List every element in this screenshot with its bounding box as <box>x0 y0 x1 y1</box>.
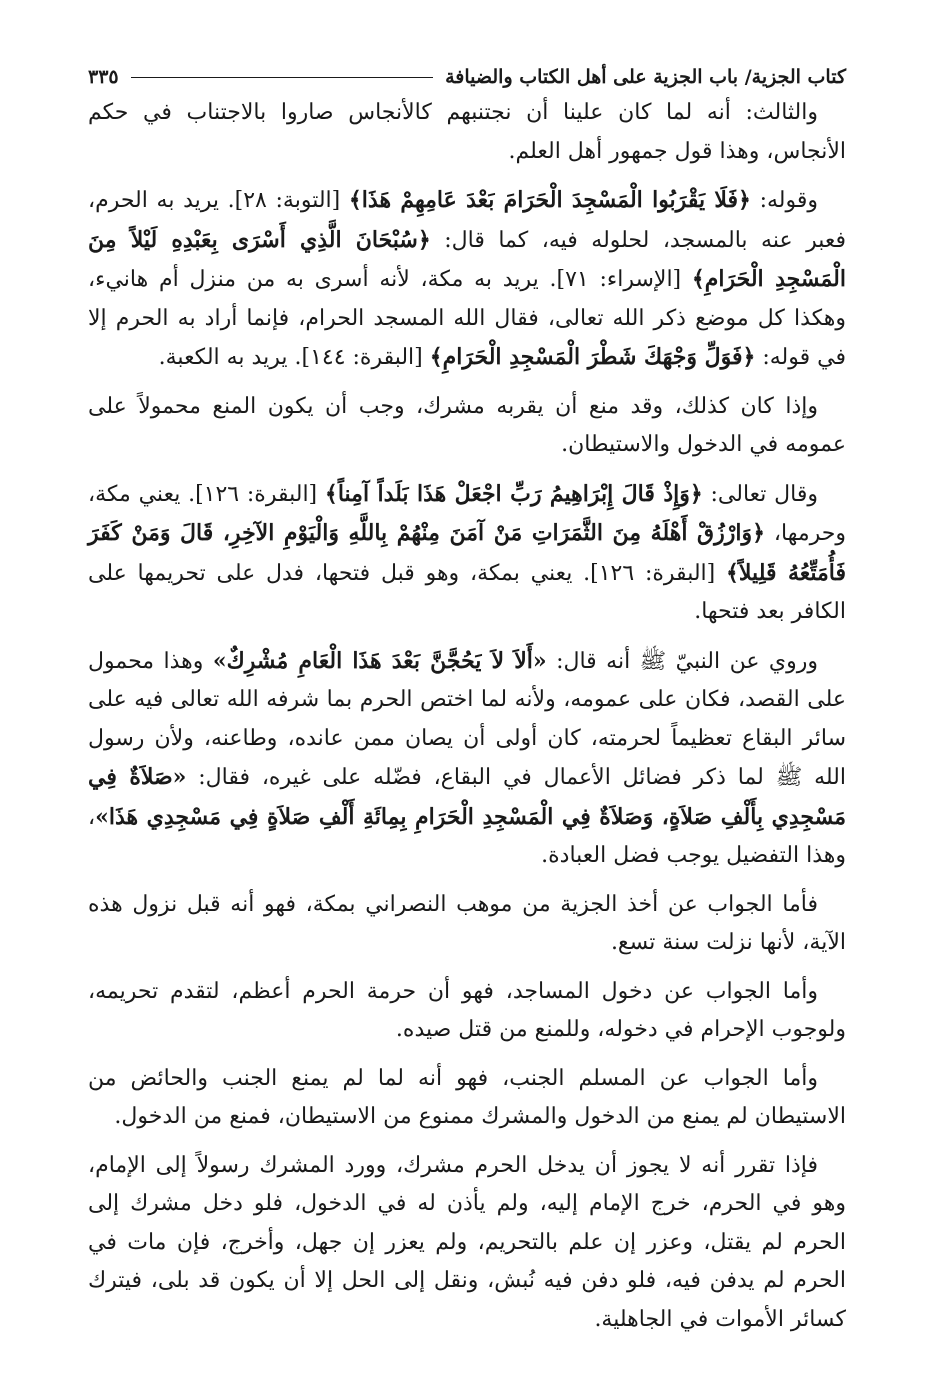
paragraph <box>88 886 846 963</box>
quran-verse: ﴿وَارْزُقْ أَهْلَهُ مِنَ الثَّمَرَاتِ مَنْ آمَنَ مِنْهُمْ بِاللَّهِ وَالْيَوْمِ الآخِرِ، قَالَ وَمَنْ كَفَرَ فَأُمَتِّعُهُ قَلِيلاً﴾ <box>88 520 846 586</box>
paragraph <box>88 94 846 171</box>
paragraph <box>88 388 846 465</box>
running-header <box>88 62 846 92</box>
paragraph <box>88 181 846 378</box>
text-run: [الإسراء: ٧١]. يريد به مكة، لأنه أسرى به من منزل أم هانيء، وهكذا كل موضع ذكر الله تعالى، فقال الله المسجد الحرام، فإنما أراد به الحرم إلا في قوله: <box>88 267 846 370</box>
text-run: وأما الجواب عن دخول المساجد، فهو أن حرمة الحرم أعظم، لتقدم تحريمه، ولوجوب الإحرام في دخوله، وللمنع من قتل صيده. <box>88 978 846 1042</box>
text-run: [البقرة: ١٤٤]. يريد به الكعبة. <box>158 345 430 370</box>
paragraph <box>88 642 846 876</box>
paragraph <box>88 475 846 632</box>
text-run: وهذا محمول على القصد، فكان على عمومه، ولأنه لما اختص الحرم بما شرفه الله تعالى فيه على سائر البقاع تعظيماً لحرمته، كان أولى أن يصان ممن عانده، وطاعنه، ولأن رسول الله ﷺ لما ذكر فضائل الأعمال في البقاع، فضّله على غيره، فقال: <box>88 648 846 790</box>
text-run: [البقرة: ١٢٦]. يعني بمكة، وهو قبل فتحها، فدل على تحريمها على الكافر بعد فتحها. <box>88 560 846 624</box>
text-run: وقوله: <box>750 188 818 213</box>
paragraph <box>88 1147 846 1340</box>
text-run: [البقرة: ١٢٦]. يعني مكة، وحرمها، <box>88 481 846 546</box>
quran-verse: ﴿وَإِذْ قَالَ إِبْرَاهِيمُ رَبِّ اجْعَلْ هَذَا بَلَداً آمِناً﴾ <box>324 480 703 507</box>
text-run: [التوبة: ٢٨]. يريد به الحرم، فعبر عنه بالمسجد، لحلوله فيه، كما قال: <box>88 188 846 253</box>
text-run: وروي عن النبيّ ﷺ أنه قال: <box>546 648 818 674</box>
hadith-quote: «صَلاَةٌ فِي مَسْجِدِي بِأَلْفِ صَلاَةٍ، وَصَلاَةٌ فِي الْمَسْجِدِ الْحَرَامِ بِمِائَةِ أَلْفِ صَلاَةٍ فِي مَسْجِدِي هَذَا» <box>88 764 846 830</box>
body-text <box>88 94 846 1339</box>
text-run: وإذا كان كذلك، وقد منع أن يقربه مشرك، وجب أن يكون المنع محمولاً على عمومه في الدخول والاستيطان. <box>88 393 846 457</box>
quran-verse: ﴿فَلَا يَقْرَبُوا الْمَسْجِدَ الْحَرَامَ بَعْدَ عَامِهِمْ هَذَا﴾ <box>348 187 751 213</box>
quran-verse: ﴿فَوَلِّ وَجْهَكَ شَطْرَ الْمَسْجِدِ الْحَرَامِ﴾ <box>429 344 756 370</box>
book-page <box>88 62 846 1349</box>
header-title: كتاب الجزية/ باب الجزية على أهل الكتاب والضيافة <box>445 66 846 88</box>
text-run: ، وهذا التفضيل يوجب فضل العبادة. <box>88 804 846 868</box>
paragraph <box>88 1060 846 1137</box>
text-run: وقال تعالى: <box>702 481 819 507</box>
text-run: فإذا تقرر أنه لا يجوز أن يدخل الحرم مشرك، وورد المشرك رسولاً إلى الإمام، وهو في الحرم، خرج الإمام إليه، ولم يأذن له في الدخول، فلو دخل مشرك إلى الحرم لم يقتل، وعزر إن علم بالتحريم، ولم يعزر إن جهل، وأخرج، فإن مات في الحرم لم يدفن فيه، فلو دفن فيه نُبش، ونقل إلى الحل إلا أن يكون قد بلى، فيترك كسائر الأموات في الجاهلية. <box>88 1152 846 1332</box>
header-rule <box>131 77 434 78</box>
paragraph <box>88 973 846 1050</box>
text-run: والثالث: أنه لما كان علينا أن نجتنبهم كالأنجاس صاروا بالاجتناب في حكم الأنجاس، وهذا قول جمهور أهل العلم. <box>88 100 846 164</box>
text-run: فأما الجواب عن أخذ الجزية من موهب النصراني بمكة، فهو أنه قبل نزول هذه الآية، لأنها نزلت سنة تسع. <box>88 891 846 955</box>
quran-verse: ﴿سُبْحَانَ الَّذِي أَسْرَى بِعَبْدِهِ لَيْلاً مِنَ الْمَسْجِدِ الْحَرَامِ﴾ <box>88 226 846 292</box>
text-run: وأما الجواب عن المسلم الجنب، فهو أنه لما لم يمنع الجنب والحائض من الاستيطان لم يمنع من الدخول والمشرك ممنوع من الاستيطان، فمنع من الدخول. <box>88 1065 846 1129</box>
page-number: ٣٣٥ <box>88 66 119 88</box>
hadith-quote: «أَلاَ لاَ يَحُجَّنَّ بَعْدَ هَذَا الْعَامِ مُشْرِكٌ» <box>212 647 547 674</box>
